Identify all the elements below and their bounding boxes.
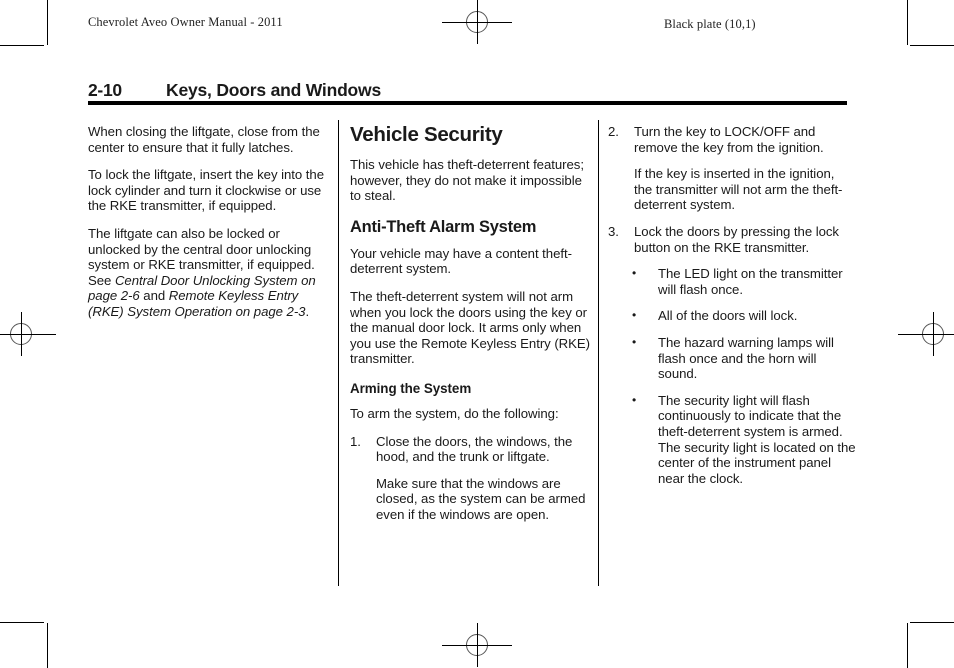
registration-mark-top [477,22,478,23]
list-item-number: 3. [608,223,619,239]
crop-mark-top-left-vertical [47,0,48,45]
registration-mark-left [21,334,22,335]
list-item-number: 2. [608,124,619,139]
chapter-title: Keys, Doors and Windows [166,80,381,100]
subsection-heading-arming-the-system: Arming the System [350,380,472,396]
list-item-number: 1. [350,433,361,449]
crop-mark-bottom-left-vertical [47,623,48,668]
bullet-list-item [608,266,856,297]
crop-mark-bottom-right-vertical [907,623,908,668]
column-divider-2 [598,120,599,586]
paragraph: Your vehicle may have a content theft-deterrent system. [350,245,572,277]
bullet-list-item [608,308,856,324]
bullet-item-text: The LED light on the transmitter will flash once. [658,266,843,297]
bullet-icon: • [632,334,637,349]
text-column-1 [88,124,328,320]
paragraph: The theft-deterrent system will not arm when you lock the doors using the key or the manual door lock. It arms only when you use the Remote Keyless Entry (RKE) transmitter. [350,288,590,367]
list-intro-text: To arm the system, do the following: [350,405,559,421]
cross-reference-link[interactable]: Central Door Unlocking System on page 2-6 [88,272,316,304]
page-title-rule [88,101,847,105]
registration-crosshair-horizontal [442,22,512,23]
crop-mark-bottom-right-horizontal [910,622,954,623]
paragraph: To lock the liftgate, insert the key into the lock cylinder and turn it clockwise or use the RKE transmitter, if equipped. [88,167,324,214]
registration-mark-right [933,334,934,335]
list-item-continuation: Make sure that the windows are closed, as the system can be armed even if the windows are open. [376,475,586,522]
numbered-list-item [350,434,590,465]
running-head-right: Black plate (10,1) [664,17,756,31]
column-divider-1 [338,120,339,586]
list-item-text: Turn the key to LOCK/OFF and remove the key from the ignition. [634,124,824,155]
bullet-list-item [608,393,856,487]
list-item-continuation: If the key is inserted in the ignition, the transmitter will not arm the theft-deterrent system. [634,166,843,213]
bullet-item-text: All of the doors will lock. [658,308,798,324]
bullet-item-text: The security light will flash continuously to indicate that the theft-deterrent system is armed. The security light is located on the center of the instrument panel near the clock. [658,392,856,486]
paragraph: This vehicle has theft-deterrent features; however, they do not make it impossible to steal. [350,157,584,204]
crop-mark-top-right-vertical [907,0,908,45]
paragraph-conjunction: and [139,288,169,304]
bullet-icon: • [632,392,637,407]
registration-crosshair-horizontal [0,334,56,335]
paragraph: When closing the liftgate, close from the center to ensure that it fully latches. [88,124,320,155]
numbered-list-item [608,124,856,155]
page-number: 2-10 [88,80,122,100]
bullet-icon: • [632,308,637,323]
list-item-text: Close the doors, the windows, the hood, and the trunk or liftgate. [376,433,573,465]
paragraph-lead-text: The liftgate can also be locked or unlocked by the central door unlocking system or RKE transmitter, if equipped. See [88,225,315,288]
subsection-heading-anti-theft-alarm-system: Anti-Theft Alarm System [350,217,537,236]
paragraph-trailing-text: . [305,303,310,319]
registration-crosshair-horizontal [442,645,512,646]
list-item-text: Lock the doors by pressing the lock button on the RKE transmitter. [634,223,839,255]
section-heading-vehicle-security: Vehicle Security [350,123,503,146]
bullet-list-item [608,335,856,382]
crop-mark-top-right-horizontal [910,45,954,46]
paragraph-with-crossreferences [88,226,328,320]
bullet-icon: • [632,266,637,281]
crop-mark-top-left-horizontal [0,45,44,46]
bullet-item-text: The hazard warning lamps will flash once and the horn will sound. [658,334,834,382]
page-title [88,80,848,101]
registration-crosshair-horizontal [898,334,954,335]
crop-mark-bottom-left-horizontal [0,622,44,623]
running-head-left: Chevrolet Aveo Owner Manual - 2011 [88,15,283,29]
numbered-list-item [608,224,856,255]
text-column-3 [608,124,856,486]
text-column-2 [350,124,590,534]
registration-mark-bottom [477,645,478,646]
cross-reference-link[interactable]: Remote Keyless Entry (RKE) System Operation on page 2-3 [88,288,306,319]
